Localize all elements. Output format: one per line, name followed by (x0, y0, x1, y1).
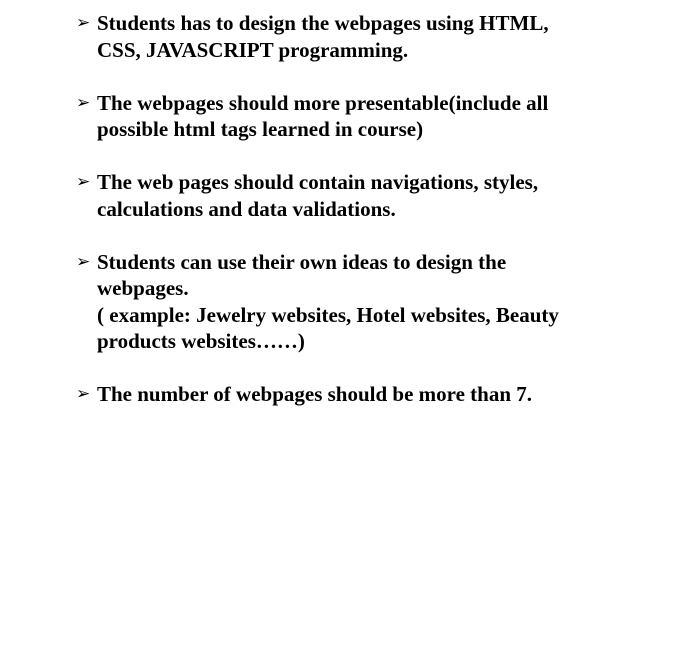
arrow-bullet-icon: ➢ (76, 251, 91, 272)
arrow-bullet-icon: ➢ (76, 13, 91, 33)
list-item-text: Students has to design the webpages using HTML, CSS, JAVASCRIPT programming. (97, 11, 549, 62)
list-item (76, 10, 676, 63)
requirements-list (76, 10, 676, 434)
arrow-bullet-icon: ➢ (76, 384, 91, 404)
arrow-bullet-icon: ➢ (76, 92, 91, 113)
list-item-text: The webpages should more presentable(include all possible html tags learned in course) (97, 90, 549, 141)
list-item (76, 381, 676, 408)
list-item-text: The web pages should contain navigations, styles, calculations and data validations. (97, 170, 539, 221)
list-item (76, 169, 676, 222)
list-item-text: The number of webpages should be more than 7. (97, 382, 533, 406)
arrow-bullet-icon: ➢ (76, 172, 91, 192)
list-item (76, 249, 676, 355)
list-item (76, 90, 676, 143)
list-item-text: Students can use their own ideas to design the webpages. ( example: Jewelry websites, Hotel websites, Beauty products websites……) (97, 249, 559, 353)
